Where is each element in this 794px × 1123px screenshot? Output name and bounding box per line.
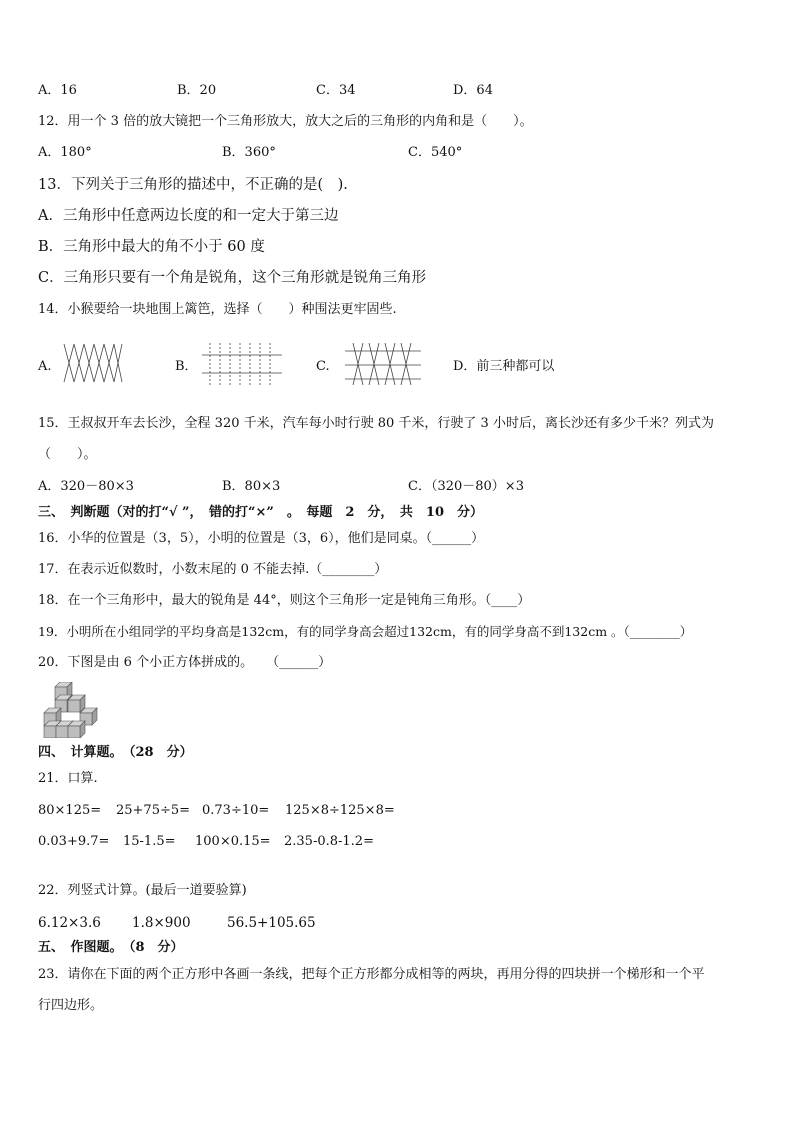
q15-text-cont: （ ）。 [38, 447, 97, 462]
q21-item: 15-1.5= [123, 834, 176, 849]
q21-item: 0.73÷10= [202, 803, 270, 818]
q12-option-b: B．360° [222, 145, 276, 160]
q15-option-b: B．80×3 [222, 479, 281, 494]
q22-item: 56.5+105.65 [227, 915, 316, 931]
q23-text-cont: 行四边形。 [38, 998, 104, 1013]
q13-option-a: A．三角形中任意两边长度的和一定大于第三边 [38, 208, 339, 224]
q16-text: 16．小华的位置是（3，5），小明的位置是（3，6），他们是同桌。（______） [38, 531, 485, 546]
fence-crisscross-figure [62, 342, 124, 384]
section-5-heading: 五、 作图题。 （8 分） [38, 940, 184, 955]
q15-option-a: A．320－80×3 [38, 479, 134, 494]
q20-text: 20．下图是由 6 个小正方体拼成的。 （______） [38, 655, 332, 670]
q23-text: 23．请你在下面的两个正方形中各画一条线，把每个正方形都分成相等的两块，再用分得的四块拼一个梯形和一个平 [38, 967, 705, 982]
fence-grid-figure [202, 343, 282, 385]
q21-item: 25+75÷5= [116, 803, 191, 818]
q15-text: 15．王叔叔开车去长沙，全程 320 千米，汽车每小时行驶 80 千米，行驶了 3 小时后，离长沙还有多少千米？列式为 [38, 416, 714, 431]
q14-text: 14．小猴要给一块地围上篱笆，选择（ ）种围法更牢固些. [38, 302, 397, 317]
q18-text: 18．在一个三角形中，最大的锐角是 44°，则这个三角形一定是钝角三角形。（____） [38, 593, 531, 608]
q11-option-b: B．20 [177, 83, 217, 98]
q22-text: 22．列竖式计算。(最后一道要验算) [38, 883, 247, 898]
q21-item: 125×8÷125×8= [285, 803, 395, 818]
q15-option-c: C．（320－80）×3 [408, 479, 524, 494]
q17-text: 17．在表示近似数时，小数末尾的 0 不能去掉.（________） [38, 562, 388, 577]
q22-item: 1.8×900 [132, 915, 191, 931]
q22-item: 6.12×3.6 [38, 915, 101, 931]
q13-option-b: B．三角形中最大的角不小于 60 度 [38, 239, 265, 255]
q11-option-c: C．34 [316, 83, 356, 98]
q14-option-d: D．前三种都可以 [453, 359, 555, 374]
section-3-heading: 三、 判断题（对的打“√ ”， 错的打“×” 。 每题 2 分， 共 10 分） [38, 505, 484, 520]
q21-item: 80×125= [38, 803, 102, 818]
q11-option-d: D．64 [453, 83, 493, 98]
q14-option-b: B． [175, 359, 198, 374]
q14-option-a: A. [38, 359, 52, 374]
q13-option-c: C．三角形只要有一个角是锐角，这个三角形就是锐角三角形 [38, 270, 427, 286]
q21-item: 0.03+9.7= [38, 834, 110, 849]
q13-text: 13．下列关于三角形的描述中，不正确的是( ). [38, 177, 348, 193]
q19-text: 19．小明所在小组同学的平均身高是132cm，有的同学身高会超过132cm，有的同学身高不到132cm 。（________） [38, 624, 693, 639]
q14-option-c: C. [316, 359, 330, 374]
section-4-heading: 四、 计算题。 （28 分） [38, 745, 193, 760]
q21-item: 100×0.15= [195, 834, 271, 849]
q12-option-c: C．540° [408, 145, 463, 160]
q21-text: 21．口算. [38, 771, 98, 786]
fence-triangle-figure [345, 341, 421, 387]
q12-text: 12．用一个 3 倍的放大镜把一个三角形放大，放大之后的三角形的内角和是（ ）。 [38, 114, 533, 129]
q12-option-a: A．180° [38, 145, 92, 160]
q21-item: 2.35-0.8-1.2= [284, 834, 374, 849]
cube-stack-figure [42, 682, 100, 738]
q11-option-a: A．16 [38, 83, 77, 98]
